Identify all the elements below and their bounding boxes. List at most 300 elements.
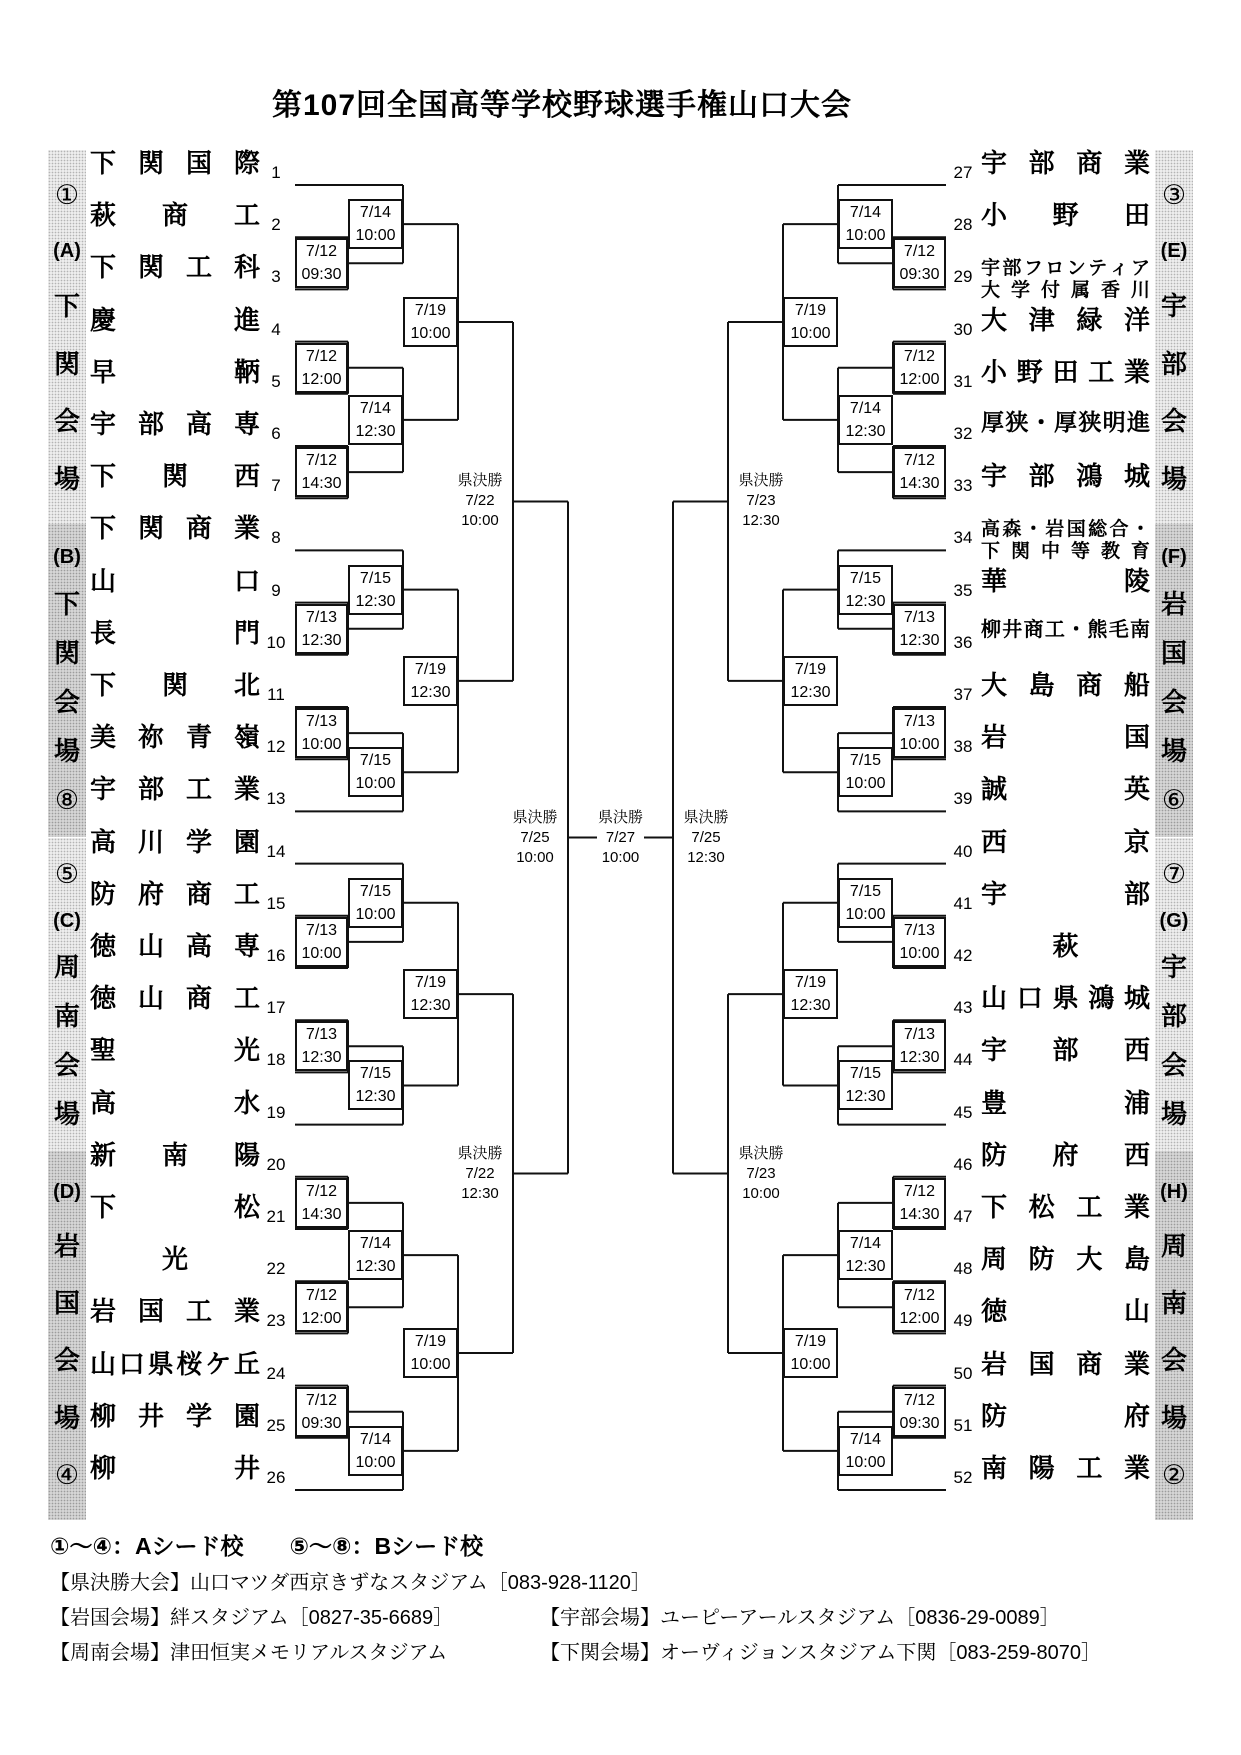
- match-label: [295, 1178, 348, 1228]
- team-number: 51: [953, 1415, 973, 1435]
- team-name: 下 関 工 科: [90, 252, 260, 283]
- team-name: 高 森 ・ 岩 国 総 合 ・ 下 関 中 等 教 育: [981, 519, 1150, 562]
- kessho-label: [451, 1144, 509, 1204]
- match-t: 10:00: [899, 944, 940, 962]
- match-d: 7/13: [305, 921, 338, 939]
- team-number: 15: [266, 893, 286, 913]
- match-label: [295, 1021, 348, 1071]
- team-name: 周 防 大 島: [981, 1244, 1150, 1275]
- final-d: 7/27: [605, 828, 636, 846]
- match-d: 7/12: [305, 1182, 338, 1200]
- match-t: 12:30: [301, 631, 342, 649]
- venue-letter: (C): [53, 909, 81, 932]
- team-name: 宇 部 商 業: [981, 148, 1150, 178]
- team-number: 33: [953, 476, 973, 496]
- team-name: 宇 部 西: [981, 1035, 1150, 1066]
- match-d: 7/14: [359, 1430, 392, 1448]
- match-label: [893, 447, 946, 497]
- team-name: 小 野 田 工 業: [981, 356, 1150, 387]
- match-t: 12:30: [355, 1088, 396, 1106]
- match-t: 09:30: [301, 266, 342, 284]
- venue-char: 場: [1160, 1402, 1187, 1433]
- team-name: 下 関 商 業: [90, 513, 260, 544]
- match-t: 10:00: [355, 227, 396, 245]
- team-name: 慶 進: [90, 304, 260, 335]
- match-d: 7/12: [903, 452, 936, 470]
- match-label: [348, 747, 403, 797]
- match-d: 7/13: [903, 713, 936, 731]
- match-label: [403, 297, 458, 347]
- team-number: 41: [953, 893, 973, 913]
- match-t: 10:00: [790, 325, 831, 343]
- match-t: 12:30: [899, 1049, 940, 1067]
- match-t: 10:00: [790, 1355, 831, 1373]
- venue-char: 場: [53, 736, 80, 767]
- match-t: 10:00: [410, 325, 451, 343]
- team-name: 徳 山 高 専: [90, 931, 260, 961]
- team-number: 42: [953, 946, 973, 965]
- team-number: 25: [266, 1415, 286, 1435]
- team-name: 下 松 工 業: [981, 1192, 1150, 1222]
- team-name: 柳 井: [90, 1453, 260, 1483]
- venue-letter: (A): [53, 239, 81, 262]
- match-t: 12:30: [355, 1258, 396, 1276]
- venue-char: 会: [1160, 1345, 1187, 1376]
- team-number: 4: [271, 319, 281, 339]
- venue-letter: (D): [53, 1180, 81, 1203]
- match-label: [295, 1387, 348, 1437]
- match-pre: 県決勝: [683, 808, 729, 826]
- match-d: 7/14: [359, 1235, 392, 1253]
- team-name: 宇 部 フ ロ ン テ ィ ア 大 学 付 属 香 川: [981, 258, 1150, 301]
- match-t: 10:00: [410, 1355, 451, 1373]
- team-name: 小 野 田: [981, 200, 1150, 231]
- team-number: 22: [266, 1259, 286, 1279]
- team-name: 萩 商 工: [90, 200, 260, 231]
- match-t: 10:00: [516, 848, 554, 866]
- match-t: 14:30: [301, 475, 342, 493]
- match-t: 10:00: [845, 905, 886, 923]
- team-name: 豊 浦: [981, 1087, 1150, 1118]
- match-label: [348, 1060, 403, 1110]
- team-name: 高 川 学 園: [90, 826, 260, 857]
- venue-char: 会: [1160, 406, 1187, 437]
- match-label: [893, 917, 946, 967]
- match-t: 12:30: [301, 1049, 342, 1067]
- match-d: 7/25: [691, 828, 721, 846]
- venue-letter: (E): [1160, 239, 1188, 262]
- match-label: [348, 199, 403, 249]
- match-pre: 県決勝: [738, 1144, 784, 1162]
- venue-char: 会: [53, 406, 80, 437]
- team-number: 35: [953, 580, 973, 600]
- venue-char: 下: [53, 290, 80, 321]
- match-label: [838, 1426, 893, 1476]
- match-label: [893, 1387, 946, 1437]
- match-t: 10:00: [845, 1453, 886, 1471]
- match-d: 7/15: [359, 569, 392, 587]
- match-t: 12:30: [355, 592, 396, 610]
- match-t: 10:00: [355, 1453, 396, 1471]
- venue-char: 周: [1160, 1231, 1187, 1262]
- team-name: 下 松: [90, 1192, 260, 1222]
- venue-section-E: [1155, 150, 1193, 524]
- venue-char: 部: [1160, 1001, 1187, 1032]
- team-name: 早 鞆: [90, 356, 260, 387]
- venue-char: 国: [53, 1288, 80, 1319]
- match-label: [838, 565, 893, 615]
- venue-char: 岩: [53, 1231, 80, 1262]
- match-d: 7/13: [903, 1026, 936, 1044]
- match-t: 12:30: [410, 683, 451, 701]
- match-d: 7/19: [414, 974, 447, 992]
- match-d: 7/12: [305, 1391, 338, 1409]
- match-t: 12:00: [301, 370, 342, 388]
- match-d: 7/12: [903, 1391, 936, 1409]
- match-d: 7/13: [903, 608, 936, 626]
- match-label: [348, 565, 403, 615]
- seed-badge: ⑤: [54, 858, 80, 889]
- match-t: 09:30: [899, 266, 940, 284]
- match-d: 7/15: [849, 1065, 882, 1083]
- match-label: [348, 395, 403, 445]
- match-d: 7/14: [849, 1430, 882, 1448]
- venue-section-F: [1155, 524, 1193, 837]
- team-number: 34: [953, 528, 973, 548]
- venue-char: 会: [1160, 1050, 1187, 1081]
- team-name: 華 陵: [981, 565, 1150, 596]
- match-t: 09:30: [301, 1414, 342, 1432]
- team-number: 36: [953, 632, 973, 652]
- match-label: [295, 447, 348, 497]
- match-label: [783, 297, 838, 347]
- match-d: 7/14: [359, 204, 392, 222]
- venue-section-B: [48, 524, 86, 837]
- venue-char: 会: [53, 1345, 80, 1376]
- match-d: 7/19: [414, 302, 447, 320]
- seed-badge: ①: [54, 179, 80, 210]
- venue-char: 場: [1160, 1099, 1187, 1130]
- match-t: 10:00: [742, 1184, 780, 1202]
- match-t: 12:30: [461, 1184, 499, 1202]
- venue-char: 関: [53, 348, 80, 379]
- match-d: 7/19: [794, 302, 827, 320]
- team-name: 山 口 県 桜 ケ 丘: [90, 1348, 260, 1379]
- match-label: [838, 1230, 893, 1280]
- match-label: [838, 878, 893, 928]
- team-number: 5: [271, 371, 281, 391]
- match-d: 7/12: [305, 347, 338, 365]
- match-d: 7/22: [465, 1164, 495, 1182]
- match-d: 7/19: [794, 660, 827, 678]
- match-d: 7/23: [746, 1164, 776, 1182]
- team-number: 19: [266, 1102, 286, 1122]
- match-label: [893, 604, 946, 654]
- team-number: 26: [266, 1468, 286, 1487]
- team-number: 2: [271, 215, 281, 235]
- match-label: [838, 199, 893, 249]
- team-number: 3: [271, 267, 281, 287]
- team-name: 南 陽 工 業: [981, 1453, 1150, 1483]
- venue-letter: (B): [53, 546, 81, 569]
- venue-char: 場: [53, 464, 80, 495]
- match-d: 7/13: [903, 921, 936, 939]
- match-t: 12:30: [410, 997, 451, 1015]
- team-number: 48: [953, 1259, 973, 1279]
- team-name: 聖 光: [90, 1035, 260, 1066]
- team-number: 28: [953, 215, 973, 235]
- match-t: 12:00: [301, 1310, 342, 1328]
- match-t: 12:30: [742, 512, 780, 530]
- venue-char: 会: [1160, 686, 1187, 717]
- match-t: 12:30: [845, 1088, 886, 1106]
- venue-char: 関: [53, 637, 80, 668]
- match-d: 7/19: [794, 1332, 827, 1350]
- team-name: 柳 井 学 園: [90, 1400, 260, 1431]
- match-pre: 県決勝: [512, 808, 558, 826]
- match-t: 10:00: [355, 775, 396, 793]
- match-d: 7/19: [414, 660, 447, 678]
- team-name: 防 府 西: [981, 1139, 1150, 1170]
- match-t: 12:30: [845, 422, 886, 440]
- venue-section-C: [48, 838, 86, 1151]
- team-number: 12: [266, 737, 286, 757]
- team-number: 8: [271, 528, 281, 548]
- match-label: [295, 238, 348, 288]
- seed-legend: ①～④：Aシード校 ⑤～⑧：Bシード校: [50, 1533, 484, 1559]
- match-pre: 県決勝: [457, 1144, 503, 1162]
- match-label: [838, 747, 893, 797]
- match-d: 7/13: [305, 1026, 338, 1044]
- seed-badge: ⑥: [1161, 785, 1187, 816]
- match-d: 7/15: [849, 752, 882, 770]
- match-d: 7/14: [849, 399, 882, 417]
- venue-char: 下: [53, 588, 80, 619]
- seed-badge: ②: [1161, 1459, 1187, 1490]
- match-t: 10:00: [899, 736, 940, 754]
- match-d: 7/15: [359, 882, 392, 900]
- team-name: 萩: [1052, 931, 1079, 961]
- match-label: [295, 343, 348, 393]
- team-name: 岩 国 工 業: [90, 1296, 260, 1327]
- match-t: 10:00: [301, 944, 342, 962]
- venue-info: 【岩国会場】絆スタジアム［0827-35-6689］: [50, 1607, 454, 1629]
- match-label: [783, 1328, 838, 1378]
- team-number: 38: [953, 737, 973, 757]
- match-d: 7/12: [305, 243, 338, 261]
- match-label: [893, 1178, 946, 1228]
- team-number: 32: [953, 424, 973, 443]
- team-number: 6: [271, 424, 281, 443]
- match-label: [893, 343, 946, 393]
- match-t: 12:30: [790, 997, 831, 1015]
- match-label: [295, 604, 348, 654]
- team-number: 47: [953, 1207, 973, 1226]
- match-t: 10:00: [845, 775, 886, 793]
- venue-section-H: [1155, 1151, 1193, 1520]
- venue-char: 国: [1160, 637, 1187, 668]
- match-t: 12:30: [790, 683, 831, 701]
- team-name: 大 津 緑 洋: [981, 304, 1150, 335]
- team-number: 14: [266, 841, 286, 861]
- team-number: 21: [266, 1207, 286, 1226]
- team-name: 長 門: [90, 617, 260, 648]
- team-name: 厚 狭 ・ 厚 狭 明 進: [981, 409, 1150, 435]
- team-number: 9: [271, 580, 281, 600]
- team-name: 誠 英: [981, 774, 1150, 805]
- match-d: 7/19: [414, 1332, 447, 1350]
- team-number: 18: [266, 1050, 286, 1070]
- team-number: 11: [267, 685, 285, 704]
- team-name: 山 口: [90, 565, 260, 596]
- team-name: 光: [161, 1244, 188, 1275]
- team-number: 23: [266, 1311, 286, 1331]
- match-label: [348, 1426, 403, 1476]
- seed-badge: ⑧: [54, 785, 80, 816]
- team-name: 下 関 西: [90, 461, 260, 492]
- venue-char: 宇: [1160, 951, 1187, 982]
- venue-info: 【下関会場】オーヴィジョンスタジアム下関［083-259-8070］: [540, 1642, 1101, 1664]
- venue-section-A: [48, 150, 86, 524]
- team-number: 29: [953, 267, 973, 287]
- team-name: 美 祢 青 嶺: [90, 722, 260, 753]
- team-name: 岩 国 商 業: [981, 1348, 1150, 1379]
- team-number: 43: [953, 998, 973, 1018]
- match-t: 10:00: [845, 227, 886, 245]
- match-label: [838, 1060, 893, 1110]
- page-title: 第107回全国高等学校野球選手権山口大会: [271, 89, 853, 122]
- match-d: 7/12: [903, 1287, 936, 1305]
- match-t: 12:30: [845, 1258, 886, 1276]
- team-name: 宇 部 高 専: [90, 409, 260, 439]
- match-label: [295, 1282, 348, 1332]
- match-pre: 県決勝: [738, 472, 784, 490]
- team-number: 16: [266, 946, 286, 965]
- venue-info: 【周南会場】津田恒実メモリアルスタジアム: [50, 1642, 448, 1664]
- match-t: 12:00: [899, 370, 940, 388]
- team-number: 24: [266, 1363, 286, 1383]
- match-label: [893, 708, 946, 758]
- match-t: 09:30: [899, 1414, 940, 1432]
- match-d: 7/15: [849, 882, 882, 900]
- team-number: 44: [953, 1050, 973, 1070]
- match-t: 10:00: [461, 512, 499, 530]
- match-t: 14:30: [899, 1205, 940, 1223]
- team-number: 30: [953, 319, 973, 339]
- match-d: 7/19: [794, 974, 827, 992]
- match-d: 7/14: [849, 204, 882, 222]
- team-name: 岩 国: [981, 722, 1150, 753]
- venue-char: 場: [1160, 464, 1187, 495]
- match-d: 7/15: [359, 752, 392, 770]
- match-label: [893, 238, 946, 288]
- match-d: 7/15: [359, 1065, 392, 1083]
- match-t: 12:30: [845, 592, 886, 610]
- footer-line-3: [50, 1636, 1210, 1665]
- match-label: [348, 878, 403, 928]
- venue-char: 宇: [1160, 290, 1187, 321]
- seed-badge: ③: [1161, 179, 1187, 210]
- match-d: 7/25: [520, 828, 550, 846]
- match-label: [838, 395, 893, 445]
- team-name: 大 島 商 船: [981, 670, 1150, 700]
- team-name: 宇 部 鴻 城: [981, 461, 1150, 492]
- venue-char: 岩: [1160, 588, 1187, 619]
- match-d: 7/14: [359, 399, 392, 417]
- team-name: 高 水: [90, 1087, 260, 1118]
- kessho-label: [677, 808, 735, 868]
- team-number: 45: [953, 1102, 973, 1122]
- team-number: 7: [271, 476, 281, 496]
- final-pre: 県決勝: [597, 808, 643, 826]
- venue-letter: (G): [1159, 909, 1189, 932]
- venue-section-D: [48, 1151, 86, 1520]
- seed-badge: ④: [54, 1459, 80, 1490]
- match-d: 7/15: [849, 569, 882, 587]
- kessho-label: [506, 808, 564, 868]
- kessho-label: [451, 471, 509, 531]
- team-number: 49: [953, 1311, 973, 1331]
- team-number: 40: [953, 841, 973, 861]
- match-t: 12:00: [899, 1310, 940, 1328]
- team-number: 17: [266, 998, 286, 1018]
- team-name: 柳 井 商 工 ・ 熊 毛 南: [981, 618, 1150, 641]
- venue-char: 会: [53, 686, 80, 717]
- team-number: 39: [953, 789, 973, 809]
- match-t: 14:30: [899, 475, 940, 493]
- team-name: 宇 部: [981, 878, 1150, 909]
- venue-char: 場: [53, 1099, 80, 1130]
- match-label: [783, 656, 838, 706]
- match-d: 7/12: [305, 452, 338, 470]
- match-t: 10:00: [355, 905, 396, 923]
- team-name: 山 口 県 鴻 城: [981, 983, 1150, 1014]
- match-d: 7/14: [849, 1235, 882, 1253]
- footer-line-2: [50, 1601, 1210, 1630]
- match-d: 7/12: [903, 243, 936, 261]
- match-label: [295, 917, 348, 967]
- team-name: 西 京: [981, 826, 1150, 857]
- match-d: 7/12: [903, 347, 936, 365]
- venue-char: 会: [53, 1050, 80, 1081]
- match-label: [403, 1328, 458, 1378]
- team-number: 20: [266, 1154, 286, 1174]
- final-label: [590, 808, 651, 868]
- footer-line-1: [50, 1566, 1210, 1595]
- venue-char: 南: [53, 1001, 80, 1032]
- team-name: 防 府: [981, 1400, 1150, 1431]
- match-label: [893, 1282, 946, 1332]
- final-t: 10:00: [601, 848, 640, 866]
- venue-section-G: [1155, 838, 1193, 1151]
- venue-letter: (F): [1161, 546, 1187, 569]
- venue-info: 【県決勝大会】山口マツダ西京きずなスタジアム［083-928-1120］: [50, 1572, 651, 1594]
- match-d: 7/12: [903, 1182, 936, 1200]
- venue-char: 周: [53, 951, 80, 982]
- team-name: 徳 山: [981, 1296, 1150, 1327]
- kessho-label: [732, 1144, 790, 1204]
- match-d: 7/12: [305, 1287, 338, 1305]
- team-name: 防 府 商 工: [90, 878, 260, 909]
- team-name: 宇 部 工 業: [90, 774, 260, 805]
- match-t: 10:00: [301, 736, 342, 754]
- venue-char: 場: [53, 1402, 80, 1433]
- team-number: 52: [953, 1468, 973, 1487]
- team-number: 1: [271, 163, 281, 182]
- team-number: 27: [953, 163, 973, 182]
- team-name: 新 南 陽: [90, 1139, 260, 1170]
- match-label: [295, 708, 348, 758]
